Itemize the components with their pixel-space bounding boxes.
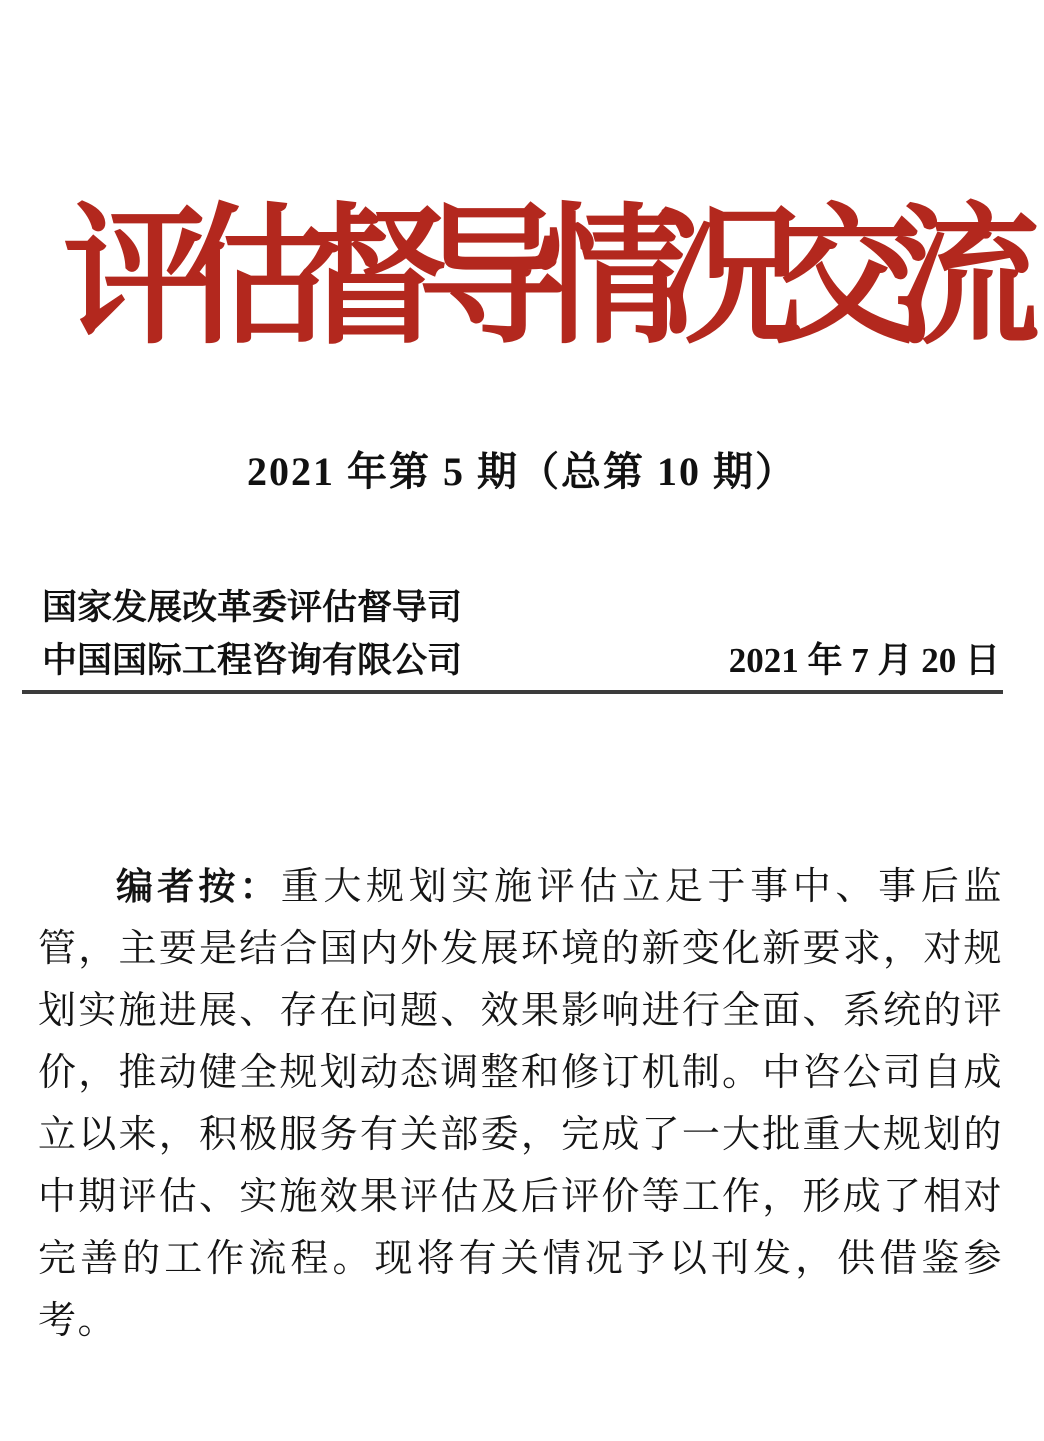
editor-note-body: 重大规划实施评估立足于事中、事后监管，主要是结合国内外发展环境的新变化新要求，对规划实施进展、存在问题、效果影响进行全面、系统的评价，推动健全规划动态调整和修订机制。中咨公司自成立以来，积极服务有关部委，完成了一大批重大规划的中期评估、实施效果评估及后评价等工作，形成了相对完善的工作流程。现将有关情况予以刊发，供借鉴参考。 (38, 866, 1003, 1342)
publisher-row-1 (42, 581, 1000, 634)
masthead-divider-rule (22, 690, 1003, 694)
issue-number-line: 2021 年第 5 期（总第 10 期） (247, 449, 797, 494)
publisher-row-2 (42, 634, 1000, 687)
publisher-org-1: 国家发展改革委评估督导司 (42, 588, 463, 627)
masthead-title: 评估督导情况交流 (63, 195, 1011, 363)
publication-date: 2021 年 7 月 20 日 (728, 641, 1000, 680)
masthead (0, 192, 1044, 367)
publisher-org-2: 中国国际工程咨询有限公司 (42, 641, 463, 680)
publisher-block (42, 581, 1000, 687)
editor-note-label: 编者按： (116, 866, 281, 907)
editor-note-paragraph (38, 856, 1003, 1352)
